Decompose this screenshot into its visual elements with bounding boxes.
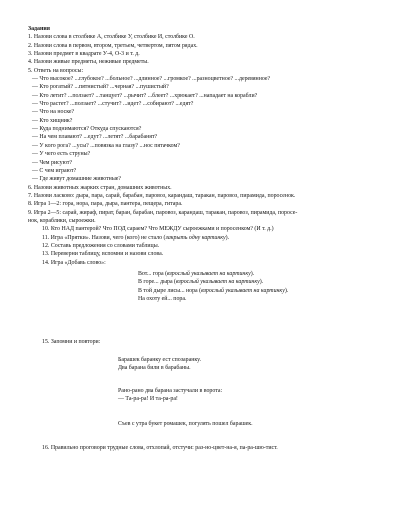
task-line [28,234,378,242]
poem-block-1 [118,356,201,373]
verse-line: Вот... гора (взрослый указывает на картинку). [138,271,255,277]
task11-end: ). [225,234,230,241]
tasks-section [28,25,378,267]
task-line: 6. Назови животных жарких стран, домашних животных. [28,184,172,191]
task-line: 4. Назови живые предметы, неживые предметы. [28,59,149,66]
poem-block-2 [118,387,222,404]
task-line: 13. Переверни таблицу, вспомни и назови слова. [42,251,164,258]
verse-line: В горе... дыра (взрослый указывает на картинку). [138,279,264,286]
question-line: — Что высокое? ...глубокое? ...больное? ...длинное? ...громкое? ...разноцветное? ...деревянное? [32,76,271,83]
task-line: 3. Назови предмет в квадрате У-4, О-3 и т. д. [28,51,140,58]
verse-line: В той дыре лисы... нора (взрослый указывает на картинку). [138,287,289,294]
question-line: — Куда поднимаются? Откуда спускаются? [32,126,142,133]
question-line: — Кто рогатый? ...пятнистый? ...черная? ...пушистый? [32,84,169,91]
poem-line: Съев с утра букет ромашек, погулять пошел барашек. [118,421,253,427]
task-line: 8. Игра 1—2: гора, нора, пара, дыра, пантера, пещера, гитара. [28,201,183,208]
poem-line: Барашек баранку ест спозаранку. [118,357,201,363]
question-line: — У кого рога? ...усы? ...повязка на глазу? ...нос пятачком? [32,142,180,149]
task-line: 9. Игра 2—5: сарай, жираф, пират, баран, барабан, паровоз, карандаш, таракан, паровоз, пирамида, поросе- [28,209,298,216]
question-line: — Кто летит? ...ползает? ...танцует? ...рычит? ...блеет? ...хрюкает? ...нападает на корабли? [32,92,258,99]
task-line: 2. Назови слова в первом, втором, третьем, четвертом, пятом рядах. [28,42,198,49]
question-line: — Что растет? ...ползает? ...стучит? ...идет? ...собирают? ...едят? [32,101,194,108]
verse-line: На охоту ей... пора. [138,296,187,303]
question-line: — Где живут домашние животные? [32,176,122,183]
question-line: — На чем плавают? ...едут? ...летят? ...барабанят? [32,134,158,141]
question-line: — Кто хищник? [32,117,73,124]
tasks-title: Задания [28,26,50,32]
task-line: нок, кораблики, сыроежки. [28,217,96,224]
task-line: 10. Кто НАД пантерой? Что ПОД сараем? Что МЕЖДУ сыроежками и поросенком? (И т. д.) [42,226,274,233]
task-line: 7. Назови ласково: дыра, пара, сарай, барабан, паровоз, карандаш, таракан, паровоз, пирамида, поросенок. [28,192,296,199]
task-line: 5. Ответь на вопросы: [28,67,84,74]
task-line: 15. Запомни и повтори: [42,339,101,345]
game-verse [138,270,288,303]
question-line: — Чем рисуют? [32,159,73,166]
task11-italic: закрыть одну картинку [165,234,226,241]
task-line: 14. Игра «Добавь слово»: [42,259,106,266]
task-line: 1. Назови слова в столбике А, столбике У, столбике И, столбике О. [28,34,195,41]
poem-line: Рано-рано два барана застучали в ворота: [118,388,223,394]
question-line: — Что на носке? [32,109,75,116]
task-line: 12. Составь предложения со словами таблицы. [42,242,160,249]
question-line: — У чего есть струны? [32,151,91,158]
poem-line: Два барана били в барабаны. [118,365,191,372]
poem-line: — Та-ра-ра! И та-ра-ра! [118,396,178,403]
question-line: — С чем играют? [32,167,77,174]
task-line: 16. Правильно проговори трудные слова, отхлопай, отстучи: раз-но-цвет-на-я, па-ра-шю-тист. [42,445,278,451]
task11-text: 11. Игра «Прятки». Назови, чего (кого) не стало ( [42,234,166,241]
